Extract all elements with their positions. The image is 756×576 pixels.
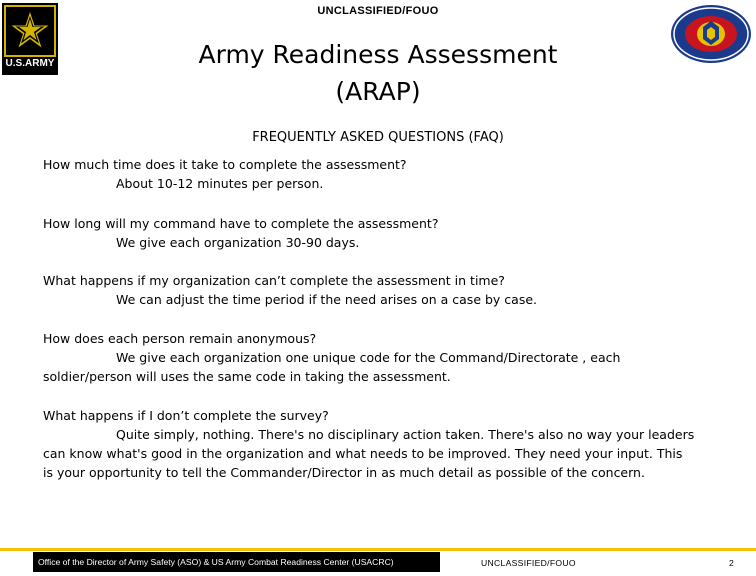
faq-question: How long will my command have to complete the assessment? [43, 216, 439, 231]
faq-question: How does each person remain anonymous? [43, 331, 317, 346]
faq-item [43, 406, 723, 482]
faq-answer-line-2: soldier/person will uses the same code in taking the assessment. [43, 369, 451, 384]
faq-answer: About 10-12 minutes per person. [116, 176, 324, 191]
faq-question: What happens if my organization can’t complete the assessment in time? [43, 273, 505, 288]
faq-item [43, 155, 723, 193]
faq-item [43, 271, 723, 309]
faq-question: How much time does it take to complete the assessment? [43, 157, 407, 172]
faq-answer: We can adjust the time period if the need arises on a case by case. [116, 292, 537, 307]
faq-question: What happens if I don’t complete the survey? [43, 408, 329, 423]
faq-answer-line-3: is your opportunity to tell the Commander/Director in as much detail as possible of the concern. [43, 465, 645, 480]
faq-answer-line-2: can know what's good in the organization and what needs to be improved. They need your input. This [43, 446, 683, 461]
footer-divider [0, 548, 756, 551]
faq-heading: FREQUENTLY ASKED QUESTIONS (FAQ) [252, 130, 504, 145]
page-number: 2 [729, 558, 734, 568]
us-army-logo-text: U.S.ARMY [5, 58, 55, 69]
faq-answer: We give each organization 30-90 days. [116, 235, 360, 250]
faq-answer-line-1: Quite simply, nothing. There's no disciplinary action taken. There's also no way your leaders [116, 427, 695, 442]
title-line-1: Army Readiness Assessment [198, 40, 558, 69]
faq-item [43, 329, 723, 386]
faq-item [43, 214, 723, 252]
footer-office: Office of the Director of Army Safety (ASO) & US Army Combat Readiness Center (USACRC) [33, 552, 440, 572]
title-line-2: (ARAP) [335, 77, 421, 106]
classification-banner-bottom: UNCLASSIFIED/FOUO [481, 558, 576, 568]
classification-banner-top: UNCLASSIFIED/FOUO [317, 5, 439, 17]
faq-answer-line-1: We give each organization one unique code for the Command/Directorate , each [116, 350, 621, 365]
page-title [0, 36, 756, 110]
